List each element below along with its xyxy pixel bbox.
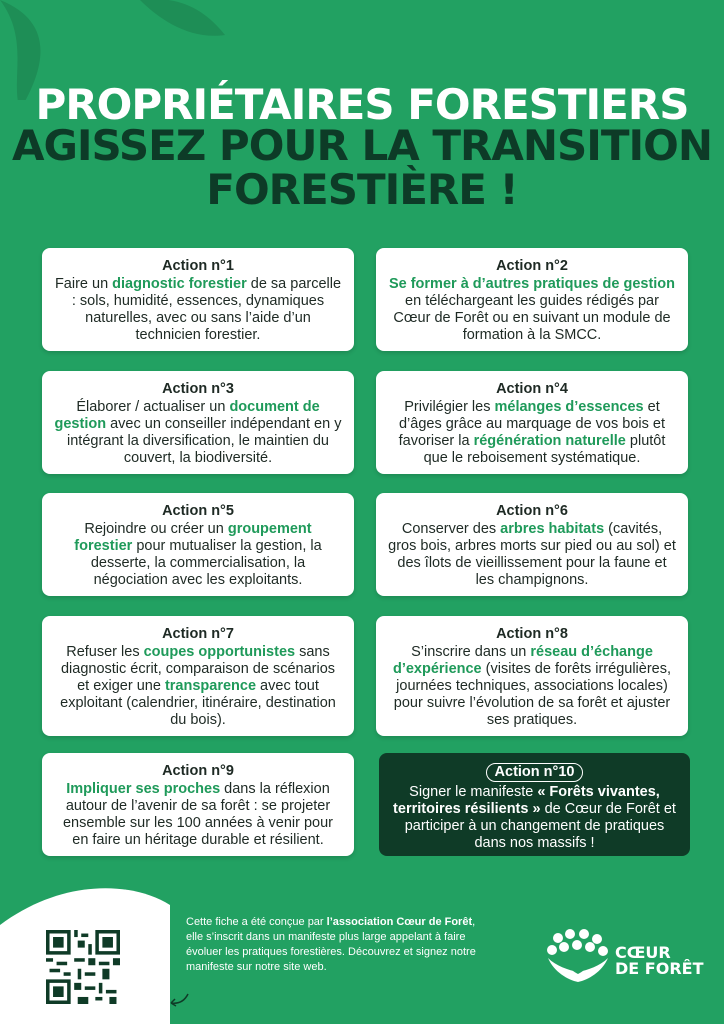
action-label: Action n°6 (496, 503, 568, 519)
arrow-icon (168, 990, 190, 1008)
action-label: Action n°2 (496, 258, 568, 274)
action-card-8: Action n°8 S’inscrire dans un réseau d’échange d’expérience (visites de forêts irrégulières, journées techniques, associations locales) pour suivre l’évolution de sa forêt et ajuster ses pratiques. (376, 616, 688, 736)
footer-text: Cette fiche a été conçue par l’association Cœur de Forêt, elle s’inscrit dans un manifeste plus large appelant à faire évoluer les pratiques forestières. Découvrez et signez notre manifeste sur notre site web. (186, 916, 476, 973)
action-card-4: Action n°4 Privilégier les mélanges d’essences et d’âges grâce au marquage de vos bois et favoriser la régénération naturelle plutôt que le reboisement systématique. (376, 371, 688, 474)
action-label: Action n°9 (162, 763, 234, 779)
action-label: Action n°1 (162, 258, 234, 274)
action-label: Action n°8 (496, 626, 568, 642)
action-card-5: Action n°5 Rejoindre ou créer un groupement forestier pour mutualiser la gestion, la desserte, la commercialisation, la négociation avec les exploitants. (42, 493, 354, 596)
action-label: Action n°5 (162, 503, 234, 519)
logo-text: CŒUR DE FORÊT (615, 943, 704, 978)
action-card-9: Action n°9 Impliquer ses proches dans la réflexion autour de l’avenir de sa forêt : se projeter ensemble sur les 100 années à venir pour en faire un héritage durable et résilient. (42, 753, 354, 856)
action-card-2: Action n°2 Se former à d’autres pratiques de gestion en téléchargeant les guides rédigés par Cœur de Forêt ou en suivant un module de formation à la SMCC. (376, 248, 688, 351)
action-card-10: Action n°10 Signer le manifeste « Forêts vivantes, territoires résilients » de Cœur de Forêt et participer à un changement de pratiques dans nos massifs ! (379, 753, 690, 856)
action-label: Action n°10 (486, 763, 584, 782)
action-card-1: Action n°1 Faire un diagnostic forestier de sa parcelle : sols, humidité, essences, dynamiques naturelles, avec ou sans l’aide d’un technicien forestier. (42, 248, 354, 351)
heart-hands-icon (544, 928, 612, 984)
action-label: Action n°3 (162, 381, 234, 397)
action-label: Action n°7 (162, 626, 234, 642)
action-card-7: Action n°7 Refuser les coupes opportunistes sans diagnostic écrit, comparaison de scénarios et exiger une transparence avec tout exploitant (calendrier, itinéraire, destination du bois). (42, 616, 354, 736)
action-card-6: Action n°6 Conserver des arbres habitats (cavités, gros bois, arbres morts sur pied ou au sol) et des îlots de vieillissement pour la faune et les champignons. (376, 493, 688, 596)
page-title: PROPRIÉTAIRES FORESTIERS (35, 80, 689, 129)
action-label: Action n°4 (496, 381, 568, 397)
qr-code-icon[interactable] (46, 930, 120, 1004)
action-card-3: Action n°3 Élaborer / actualiser un document de gestion avec un conseiller indépendant en y intégrant la diversification, le maintien du couvert, la biodiversité. (42, 371, 354, 474)
page-subtitle: AGISSEZ POUR LA TRANSITION FORESTIÈRE ! (11, 121, 713, 214)
